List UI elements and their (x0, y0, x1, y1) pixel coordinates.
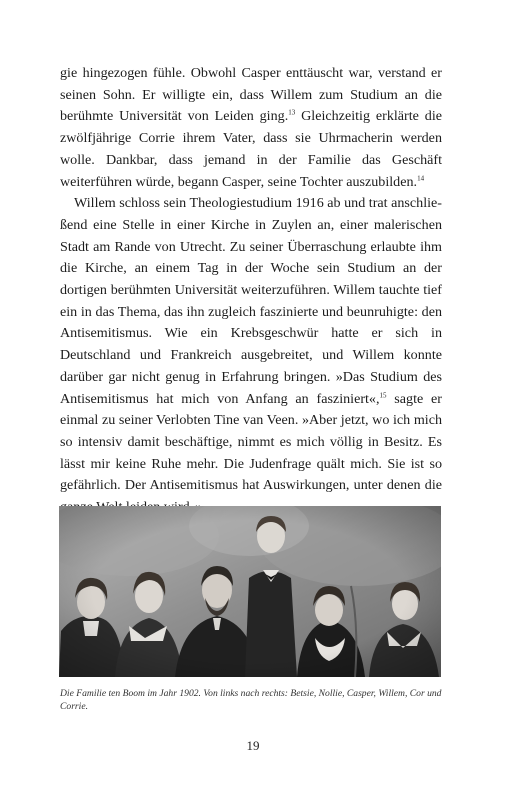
paragraph (60, 193, 442, 519)
paragraph (60, 63, 442, 193)
footnote-marker: 13 (288, 108, 296, 117)
family-photo-image (59, 506, 441, 677)
family-photo (59, 506, 441, 677)
photo-caption: Die Familie ten Boom im Jahr 1902. Von links nach rechts: Betsie, Nollie, Casper, Willem, Cor und Corrie. (60, 688, 442, 713)
footnote-marker: 14 (417, 173, 425, 182)
paragraph-text: gie hingezogen fühle. Obwohl Casper enttäuscht war, verstand er seinen Sohn. Er willigte ein, dass Willem zum Studium an die berühmte Universität von Leiden ging. (60, 65, 442, 125)
paragraph-text: Willem schloss sein Theologiestudium 1916 ab und trat anschließend eine Stelle in einer Kirche in Zuylen an, einer malerischen Stadt am Rande von Utrecht. Zu seiner Überraschung erlaubte ihm die Kirche, an einem Tag in der Woche sein Studium an der dortigen berühmten Universität weiterzuführen. Willem tauchte tief ein in das Thema, das ihn zugleich faszinierte und beunruhigte: den Antisemitismus. Wie ein Krebsgeschwür hatte er sich in Deutschland und Frankreich ausgebreitet, und Willem konnte darüber gar nicht genug in Erfahrung bringen. »Das Studium des Antisemitismus hat mich von Anfang an fasziniert«, (60, 195, 442, 407)
footnote-marker: 15 (379, 390, 387, 399)
body-text (60, 63, 442, 540)
page-number: 19 (246, 738, 260, 753)
paragraph-text: Gleichzeitig erklärte die zwölfjährige Corrie ihrem Vater, dass sie Uhrmacherin werden wolle. Dankbar, dass jemand in der Familie das Geschäft weiterführen würde, begann Casper, seine Tochter auszubilden. (60, 108, 442, 190)
paragraph-text: sagte er einmal zu seiner Verlobten Tine van Veen. »Aber jetzt, wo ich mich so intensiv damit beschäftige, nimmt es mich völlig in Besitz. Es lässt mir keine Ruhe mehr. Die Judenfrage quält mich. Sie ist so gefährlich. Der Antisemitismus hat Auswirkungen, unter denen die (60, 390, 442, 494)
